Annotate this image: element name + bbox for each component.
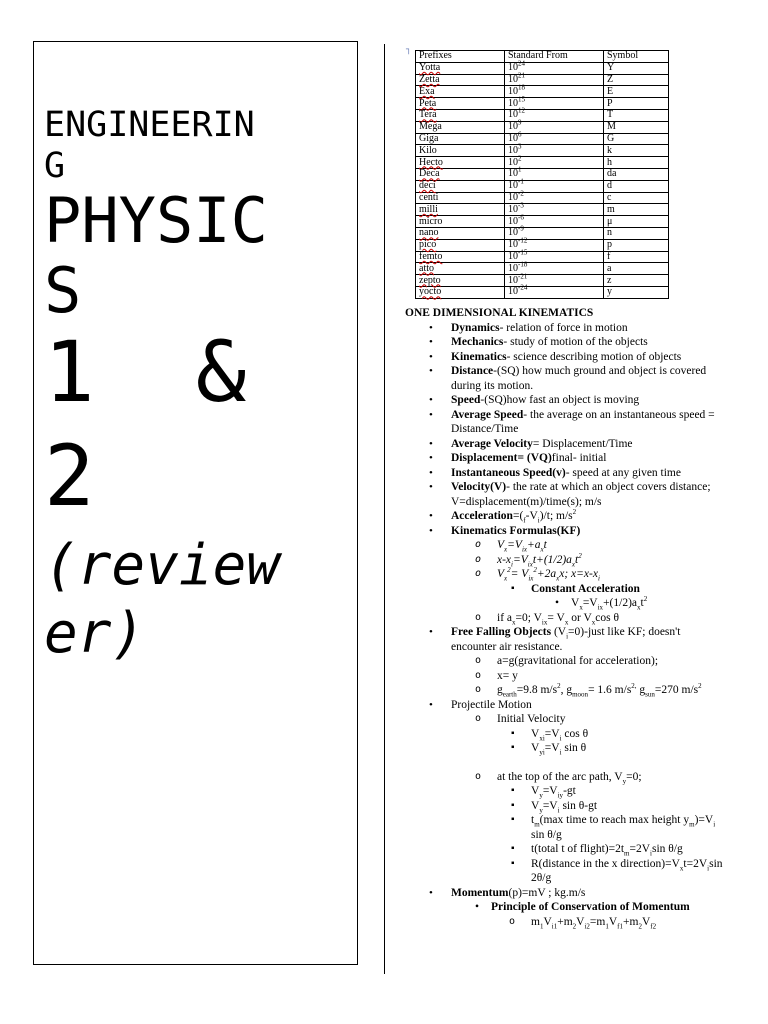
power-base: 10 [508,73,518,85]
prefix-name: zepto [419,274,441,286]
prefix-name: centi [419,191,439,203]
symbol-cell: P [604,98,669,110]
prefix-cell [416,275,505,287]
prefix-name: Mega [419,121,442,133]
prefix-name: pico [419,239,437,251]
power-base: 10 [508,109,518,121]
term: Velocity(V) [451,481,507,493]
table-row [416,145,669,157]
prefix-name: atto [419,262,434,274]
power-exponent: -18 [518,260,528,269]
power-base: 10 [508,168,518,180]
list-item [451,900,725,929]
formula: ▪ $t_m(\max$ time to reach max height $y_m)=V_i$ sin θ/g [497,813,725,842]
list-item: o a=g(gravitational for acceleration); [451,654,725,669]
table-row [416,216,669,228]
prefix-cell [416,286,505,298]
power-base: 10 [508,121,518,133]
definition: - science describing motion of objects [506,350,682,363]
symbol-cell: m [604,204,669,216]
cover-box [33,41,358,965]
power-base: 10 [508,250,518,262]
definition: final- initial [551,452,607,464]
power-exponent: 3 [518,142,522,151]
table-row [416,192,669,204]
cover-line: S [44,254,82,327]
definition-a: (V [553,626,567,638]
spacer [497,756,725,770]
formula: o $V_x^2= V_{ix}^2+2a_xx$; $x=x-x_i$ ▪ Constant Acceleration • $V_x=V_{ix}+(1/2)a_xt^2$ [451,567,725,611]
list-item [405,408,725,437]
power-exponent: -12 [518,236,528,245]
term: Kinematics Formulas(KF) [451,524,581,537]
table-row [416,168,669,180]
symbol-cell: Y [604,62,669,74]
prefix-cell [416,133,505,145]
prefix-cell [416,121,505,133]
power-base: 10 [508,203,518,215]
term: Principle of Conservation of Momentum [491,901,690,913]
term: Distance [451,365,494,377]
sub-list [497,784,725,886]
table-row [416,263,669,275]
power-exponent: 18 [518,83,525,92]
cover-title [44,105,350,674]
prefix-cell [416,109,505,121]
table-header: Prefixes [416,51,505,63]
prefix-name: Tera [419,109,437,121]
table-header: Symbol [604,51,669,63]
prefix-name: Peta [419,97,437,109]
power-base: 10 [508,132,518,144]
symbol-cell: μ [604,216,669,228]
power-base: 10 [508,274,518,286]
table-header: Standard From [505,51,604,63]
list-item [405,437,725,452]
sub-list [485,915,725,930]
sub-list [451,654,725,698]
standard-form-cell [505,286,604,298]
topic: Initial Velocity [497,713,566,725]
list-item [497,582,725,611]
term: Acceleration [451,510,513,522]
section-title: ONE DIMENSIONAL KINEMATICS [405,307,594,319]
prefix-name: Hecto [419,156,443,168]
formula: ▪ $V_y=V_{iy}-gt$ [497,784,725,799]
power-exponent: 12 [518,107,525,116]
list-item [405,451,725,466]
power-exponent: 6 [518,130,522,139]
power-base: 10 [508,144,518,156]
symbol-cell: G [604,133,669,145]
formula: • $V_x=V_{ix}+(1/2)a_xt^2$ [531,596,725,611]
topic: Projectile Motion [451,698,532,711]
table-row [416,109,669,121]
list-item: • Free Falling Objects $(V_i=0)$-just like KF; doesn't encounter air resistance. o a=g(gravitational for acceleration); o x= y o $g_{earth}=9.8$ $m/s^2$, $g_{moon}= 1.6$ $m/s^{2,}$ $g_{sun}=270$ $m/s^2$ [405,625,725,698]
prefix-name: Exa [419,85,435,97]
symbol-cell: z [604,275,669,287]
prefix-cell [416,216,505,228]
prefix-name: micro [419,215,443,227]
sub-list [497,582,725,611]
prefix-name: deci [419,180,436,192]
formula: o $V_x=V_{ix}+a_xt$ [451,538,725,553]
term-vq: VQ) [530,452,552,464]
list-item [405,350,725,365]
list-item [405,364,725,393]
symbol-cell: da [604,168,669,180]
power-base: 10 [508,156,518,168]
list-item [405,509,725,524]
power-base: 10 [508,180,518,192]
prefix-table [415,50,669,299]
power-exponent: 1 [518,166,522,175]
symbol-cell: y [604,286,669,298]
power-exponent: -1 [518,177,524,186]
cover-line: 2 [44,427,95,525]
prefix-table-body [416,59,669,298]
power-base: 10 [508,286,518,298]
definition: - relation of force in motion [499,321,628,334]
definition: (p)=mV ; kg.m/s [508,886,586,899]
cover-line: PHYSIC [44,184,268,257]
term: Dynamics [451,321,500,334]
table-row [416,157,669,169]
power-exponent: 24 [518,59,525,68]
prefix-cell [416,86,505,98]
power-base: 10 [508,227,518,239]
symbol-cell: a [604,263,669,275]
list-item [405,524,725,626]
power-exponent: -6 [518,213,524,222]
list-item [405,393,725,408]
cover-line: 1 & [44,323,247,421]
symbol-cell: M [604,121,669,133]
list-item [405,321,725,336]
term: Speed [451,394,481,406]
prefix-cell [416,239,505,251]
definition: - study of motion of the objects [503,336,648,348]
table-row [416,286,669,298]
formula: $=(_f-V_i)/t$; $m/s^2$ [512,508,577,525]
prefix-name: Giga [419,132,439,144]
formula: ▪ $V_{yi}=V_i$ sin θ [497,741,725,756]
power-base: 10 [508,262,518,274]
table-row [416,227,669,239]
list-item [405,335,725,350]
power-base: 10 [508,191,518,203]
symbol-cell: E [604,86,669,98]
symbol-cell: d [604,180,669,192]
definition: - the average on an instantaneous speed = Distance/Time [451,408,715,435]
symbol-cell: k [604,145,669,157]
term: Instantaneous Speed(v) [451,466,566,479]
table-row [416,98,669,110]
prefix-name: Yotta [419,62,441,74]
power-base: 10 [508,85,518,97]
term: Kinematics [451,350,507,363]
list-item: o at the top of the arc path, $V_y=0$; ▪ $V_y=V_{iy}-gt$ ▪ $V_y=V_i$ sin θ-gt ▪ $t_m(\max$ time to reach max height $y_m)=V_i$ sin θ/g ▪ t(total t of $flight)=2t_m=2V_i\sin$ θ/g ▪ R(distance in the x $direction)=V_xt=2V_i\sin$ 2θ/g [451,770,725,886]
sub-list [531,596,725,611]
kinematics-notes [405,306,725,929]
prefix-cell [416,192,505,204]
term: Average Speed [451,408,524,421]
table-row [416,74,669,86]
prefix-name: femto [419,250,443,262]
symbol-cell: T [604,109,669,121]
term: Momentum [451,886,509,899]
prefix-name: Zetta [419,73,440,85]
power-base: 10 [508,62,518,74]
definition: -(SQ) how much ground and object is covered during its motion. [451,365,707,392]
list-item [451,712,725,770]
list-item [405,698,725,886]
topic: at the top of the arc path, V [497,770,623,783]
prefix-cell [416,204,505,216]
table-row [416,86,669,98]
table-row [416,204,669,216]
prefix-cell [416,168,505,180]
power-exponent: -9 [518,225,524,234]
cover-line: (review [44,533,281,598]
power-base: 10 [508,97,518,109]
power-base: 10 [508,239,518,251]
definition: -(SQ)how fast an object is moving [480,394,640,406]
prefix-name: Kilo [419,144,437,156]
symbol-cell: c [604,192,669,204]
power-exponent: -21 [518,272,528,281]
prefix-name: Deca [419,168,440,180]
table-row [416,275,669,287]
symbol-cell: p [604,239,669,251]
power-exponent: 2 [518,154,522,163]
table-row [416,251,669,263]
table-row [416,121,669,133]
power-exponent: 9 [518,118,522,127]
definition: - the rate at which an object covers distance; V=displacement(m)/time(s); m/s [451,481,711,508]
table-header-row [416,51,669,63]
symbol-cell: Z [604,74,669,86]
prefix-name: nano [419,227,439,239]
prefix-cell [416,180,505,192]
list-item [405,886,725,930]
formula: ▪ $V_y=V_i$ sin θ-gt [497,799,725,814]
symbol-cell: f [604,251,669,263]
sub-list [497,727,725,756]
formula: o if $a_x=0$; $V_{ix}= V_x$ or $V_x\cos$ θ [451,611,725,626]
sub-list [451,712,725,886]
power-exponent: -24 [518,284,528,292]
term: Average Velocity [451,437,533,450]
list-item: o x= y [451,669,725,684]
formula: o $x-x_i=V_{ix}t+(1/2)a_xt^2$ [451,553,725,568]
power-exponent: -3 [518,201,524,210]
term-mid: = ( [517,452,531,464]
list-item [405,480,725,509]
power-exponent: -2 [518,189,524,198]
definition: - speed at any given time [565,466,681,479]
prefix-cell [416,62,505,74]
power-exponent: 15 [518,95,525,104]
prefix-cell [416,98,505,110]
column-divider [384,44,385,974]
power-exponent: 21 [518,71,525,80]
table-row [416,62,669,74]
definition: = Displacement/Time [532,437,633,450]
table-row [416,239,669,251]
sub-list [451,900,725,929]
table-anchor-icon: ┐ [406,45,412,55]
formula: ▪ t(total t of $flight)=2t_m=2V_i\sin$ θ/g [497,842,725,857]
table-row [416,180,669,192]
formula: ▪ $V_{xi}=V_i$ cos θ [497,727,725,742]
sub-list [451,538,725,625]
symbol-cell: n [604,227,669,239]
formula: o $g_{earth}=9.8$ $m/s^2$, $g_{moon}= 1.6$ $m/s^{2,}$ $g_{sun}=270$ $m/s^2$ [451,683,725,698]
formula: ▪ R(distance in the x $direction)=V_xt=2V_i\sin$ 2θ/g [497,857,725,886]
prefix-cell [416,227,505,239]
term: Mechanics [451,336,504,348]
term: Free Falling Objects [451,626,552,638]
term: Displacement [451,452,518,464]
prefix-cell [416,251,505,263]
cover-line: G [44,146,66,186]
list-item [405,466,725,481]
formula: o $m_1V_{i1}+m_2V_{i2}=m_1V_{f1}+m_2V_{f2}$ [485,915,725,930]
prefix-cell [416,145,505,157]
power-exponent: -15 [518,248,528,257]
prefix-cell [416,157,505,169]
cover-line: er) [44,601,146,666]
power-base: 10 [508,215,518,227]
term: Constant Acceleration [531,582,640,595]
prefix-cell [416,263,505,275]
symbol-cell: h [604,157,669,169]
definition-b: =0)-just like KF; doesn't encounter air resistance. [451,626,681,653]
prefix-cell [416,74,505,86]
table-row [416,133,669,145]
prefix-name: yocto [419,286,442,298]
cover-line: ENGINEERIN [44,105,255,145]
notes-list [405,321,725,930]
prefix-name: milli [419,203,438,215]
